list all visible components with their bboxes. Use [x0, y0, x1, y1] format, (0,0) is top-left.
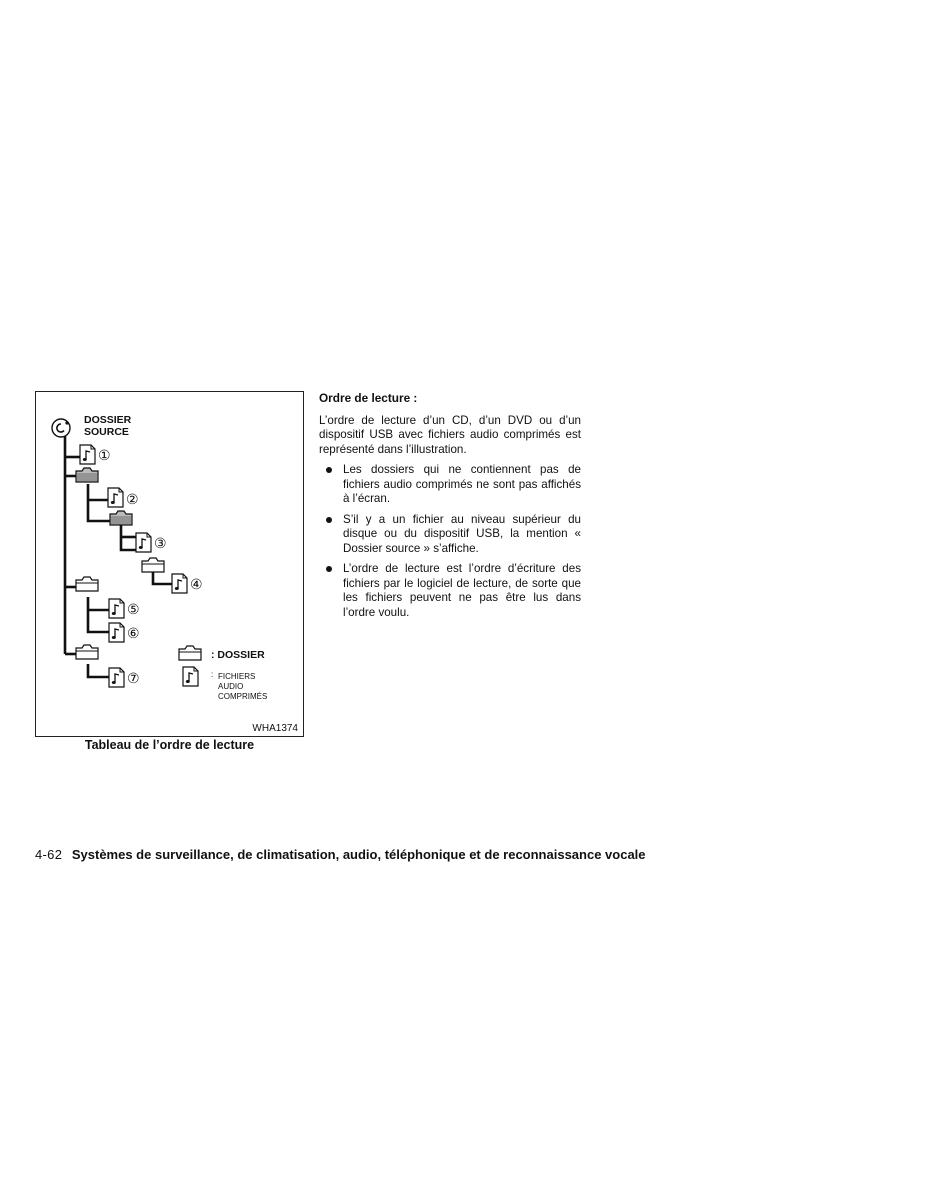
file-number-6: ⑥ [127, 625, 140, 641]
figure-code: WHA1374 [252, 723, 298, 734]
music-file-icon [109, 599, 124, 618]
folder-icon [110, 511, 132, 525]
music-file-icon [108, 488, 123, 507]
legend-file-label-line2: AUDIO [218, 682, 244, 691]
folder-tree-diagram [36, 392, 305, 738]
legend-music-file-icon [183, 667, 198, 686]
root-label-line1: DOSSIER [84, 414, 132, 426]
file-number-3: ③ [154, 535, 167, 551]
bullet-text: L’ordre de lecture est l’ordre d’écriture des fichiers par le logiciel de lecture, de sorte que les fichiers peuvent ne pas être lus dans l’ordre voulu. [343, 562, 581, 619]
figure-caption: Tableau de l’ordre de lecture [84, 738, 255, 752]
bullet-text: Les dossiers qui ne contiennent pas de fichiers audio comprimés ne sont pas affichés à l’écran. [343, 463, 581, 505]
cd-icon [52, 419, 70, 437]
file-number-4: ④ [190, 576, 203, 592]
bullet-icon [326, 467, 332, 473]
text-column [319, 391, 581, 626]
list-item [319, 562, 581, 620]
folder-icon [142, 558, 164, 572]
folder-icon [76, 468, 98, 482]
figure-play-order-diagram [35, 391, 304, 737]
page-number: 4-62 [35, 847, 63, 862]
legend-file-label-line1: FICHIERS [218, 672, 256, 681]
list-item [319, 513, 581, 557]
page-footer [35, 847, 646, 862]
section-title: Systèmes de surveillance, de climatisation, audio, téléphonique et de reconnaissance vocale [71, 847, 646, 862]
file-number-7: ⑦ [127, 670, 140, 686]
bullet-list [319, 463, 581, 620]
legend-folder-icon [179, 646, 201, 660]
music-file-icon [136, 533, 151, 552]
section-heading: Ordre de lecture : [319, 391, 418, 405]
music-file-icon [109, 623, 124, 642]
list-item [319, 463, 581, 507]
bullet-icon [326, 517, 332, 523]
music-file-icon [172, 574, 187, 593]
intro-paragraph: L’ordre de lecture d’un CD, d’un DVD ou d’un dispositif USB avec fichiers audio comprimés est représenté dans l’illustration. [319, 413, 581, 456]
folder-icon [76, 645, 98, 659]
file-number-5: ⑤ [127, 601, 140, 617]
file-number-1: ① [98, 447, 111, 463]
legend-folder-label: : DOSSIER [211, 649, 265, 661]
folder-icon [76, 577, 98, 591]
file-number-2: ② [126, 491, 139, 507]
bullet-text: S’il y a un fichier au niveau supérieur du disque ou du dispositif USB, la mention « Dossier source » s’affiche. [343, 512, 581, 555]
legend-file-label-line3: COMPRIMÉS [218, 692, 268, 701]
bullet-icon [326, 566, 332, 572]
legend-file-colon: : [211, 670, 214, 679]
music-file-icon [80, 445, 95, 464]
music-file-icon [109, 668, 124, 687]
root-label-line2: SOURCE [84, 426, 129, 438]
